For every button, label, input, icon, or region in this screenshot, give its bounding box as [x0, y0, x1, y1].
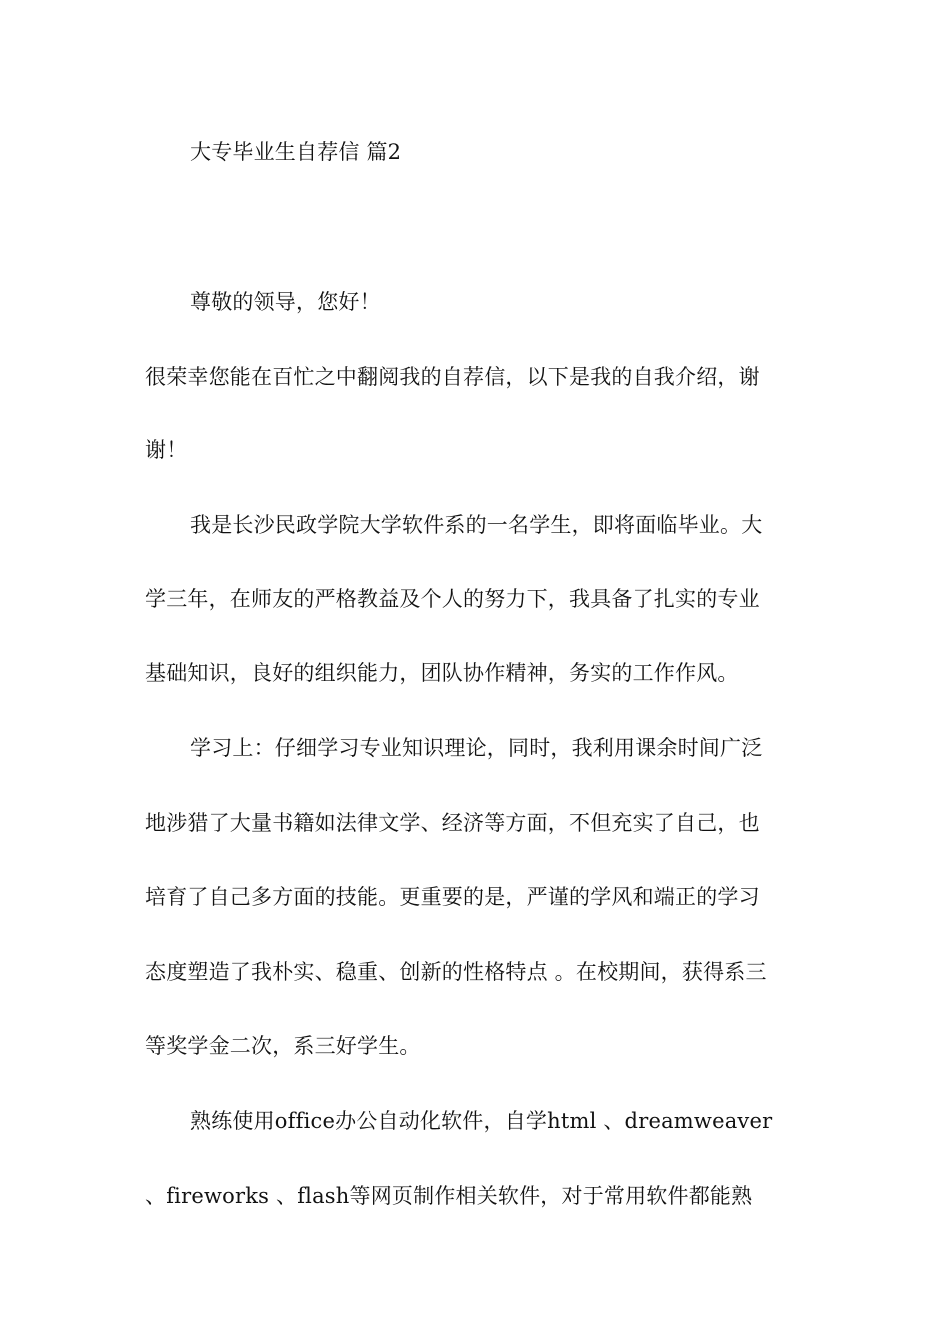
paragraph-line: 我是长沙民政学院大学软件系的一名学生，即将面临毕业。大 [190, 513, 763, 537]
paragraph-line: 态度塑造了我朴实、稳重、创新的性格特点 。在校期间，获得系三 [145, 960, 767, 984]
paragraph-line: 基础知识，良好的组织能力，团队协作精神，务实的工作作风。 [145, 661, 739, 685]
paragraph-line: 学三年，在师友的严格教益及个人的努力下，我具备了扎实的专业 [145, 587, 760, 611]
paragraph-line: 培育了自己多方面的技能。更重要的是，严谨的学风和端正的学习 [145, 885, 760, 909]
paragraph-line: 谢！ [145, 438, 188, 462]
paragraph-line: 熟练使用office办公自动化软件，自学html 、dreamweaver [190, 1109, 773, 1133]
greeting: 尊敬的领导，您好！ [190, 290, 381, 314]
paragraph-line: 学习上：仔细学习专业知识理论，同时，我利用课余时间广泛 [190, 736, 763, 760]
paragraph-line: 很荣幸您能在百忙之中翻阅我的自荐信，以下是我的自我介绍，谢 [145, 365, 760, 389]
paragraph-line: 地涉猎了大量书籍如法律文学、经济等方面，不但充实了自己，也 [145, 811, 760, 835]
paragraph-line: 等奖学金二次，系三好学生。 [145, 1034, 421, 1058]
document-title: 大专毕业生自荐信 篇2 [190, 140, 402, 164]
paragraph-line: 、fireworks 、flash等网页制作相关软件，对于常用软件都能熟 [145, 1184, 753, 1208]
